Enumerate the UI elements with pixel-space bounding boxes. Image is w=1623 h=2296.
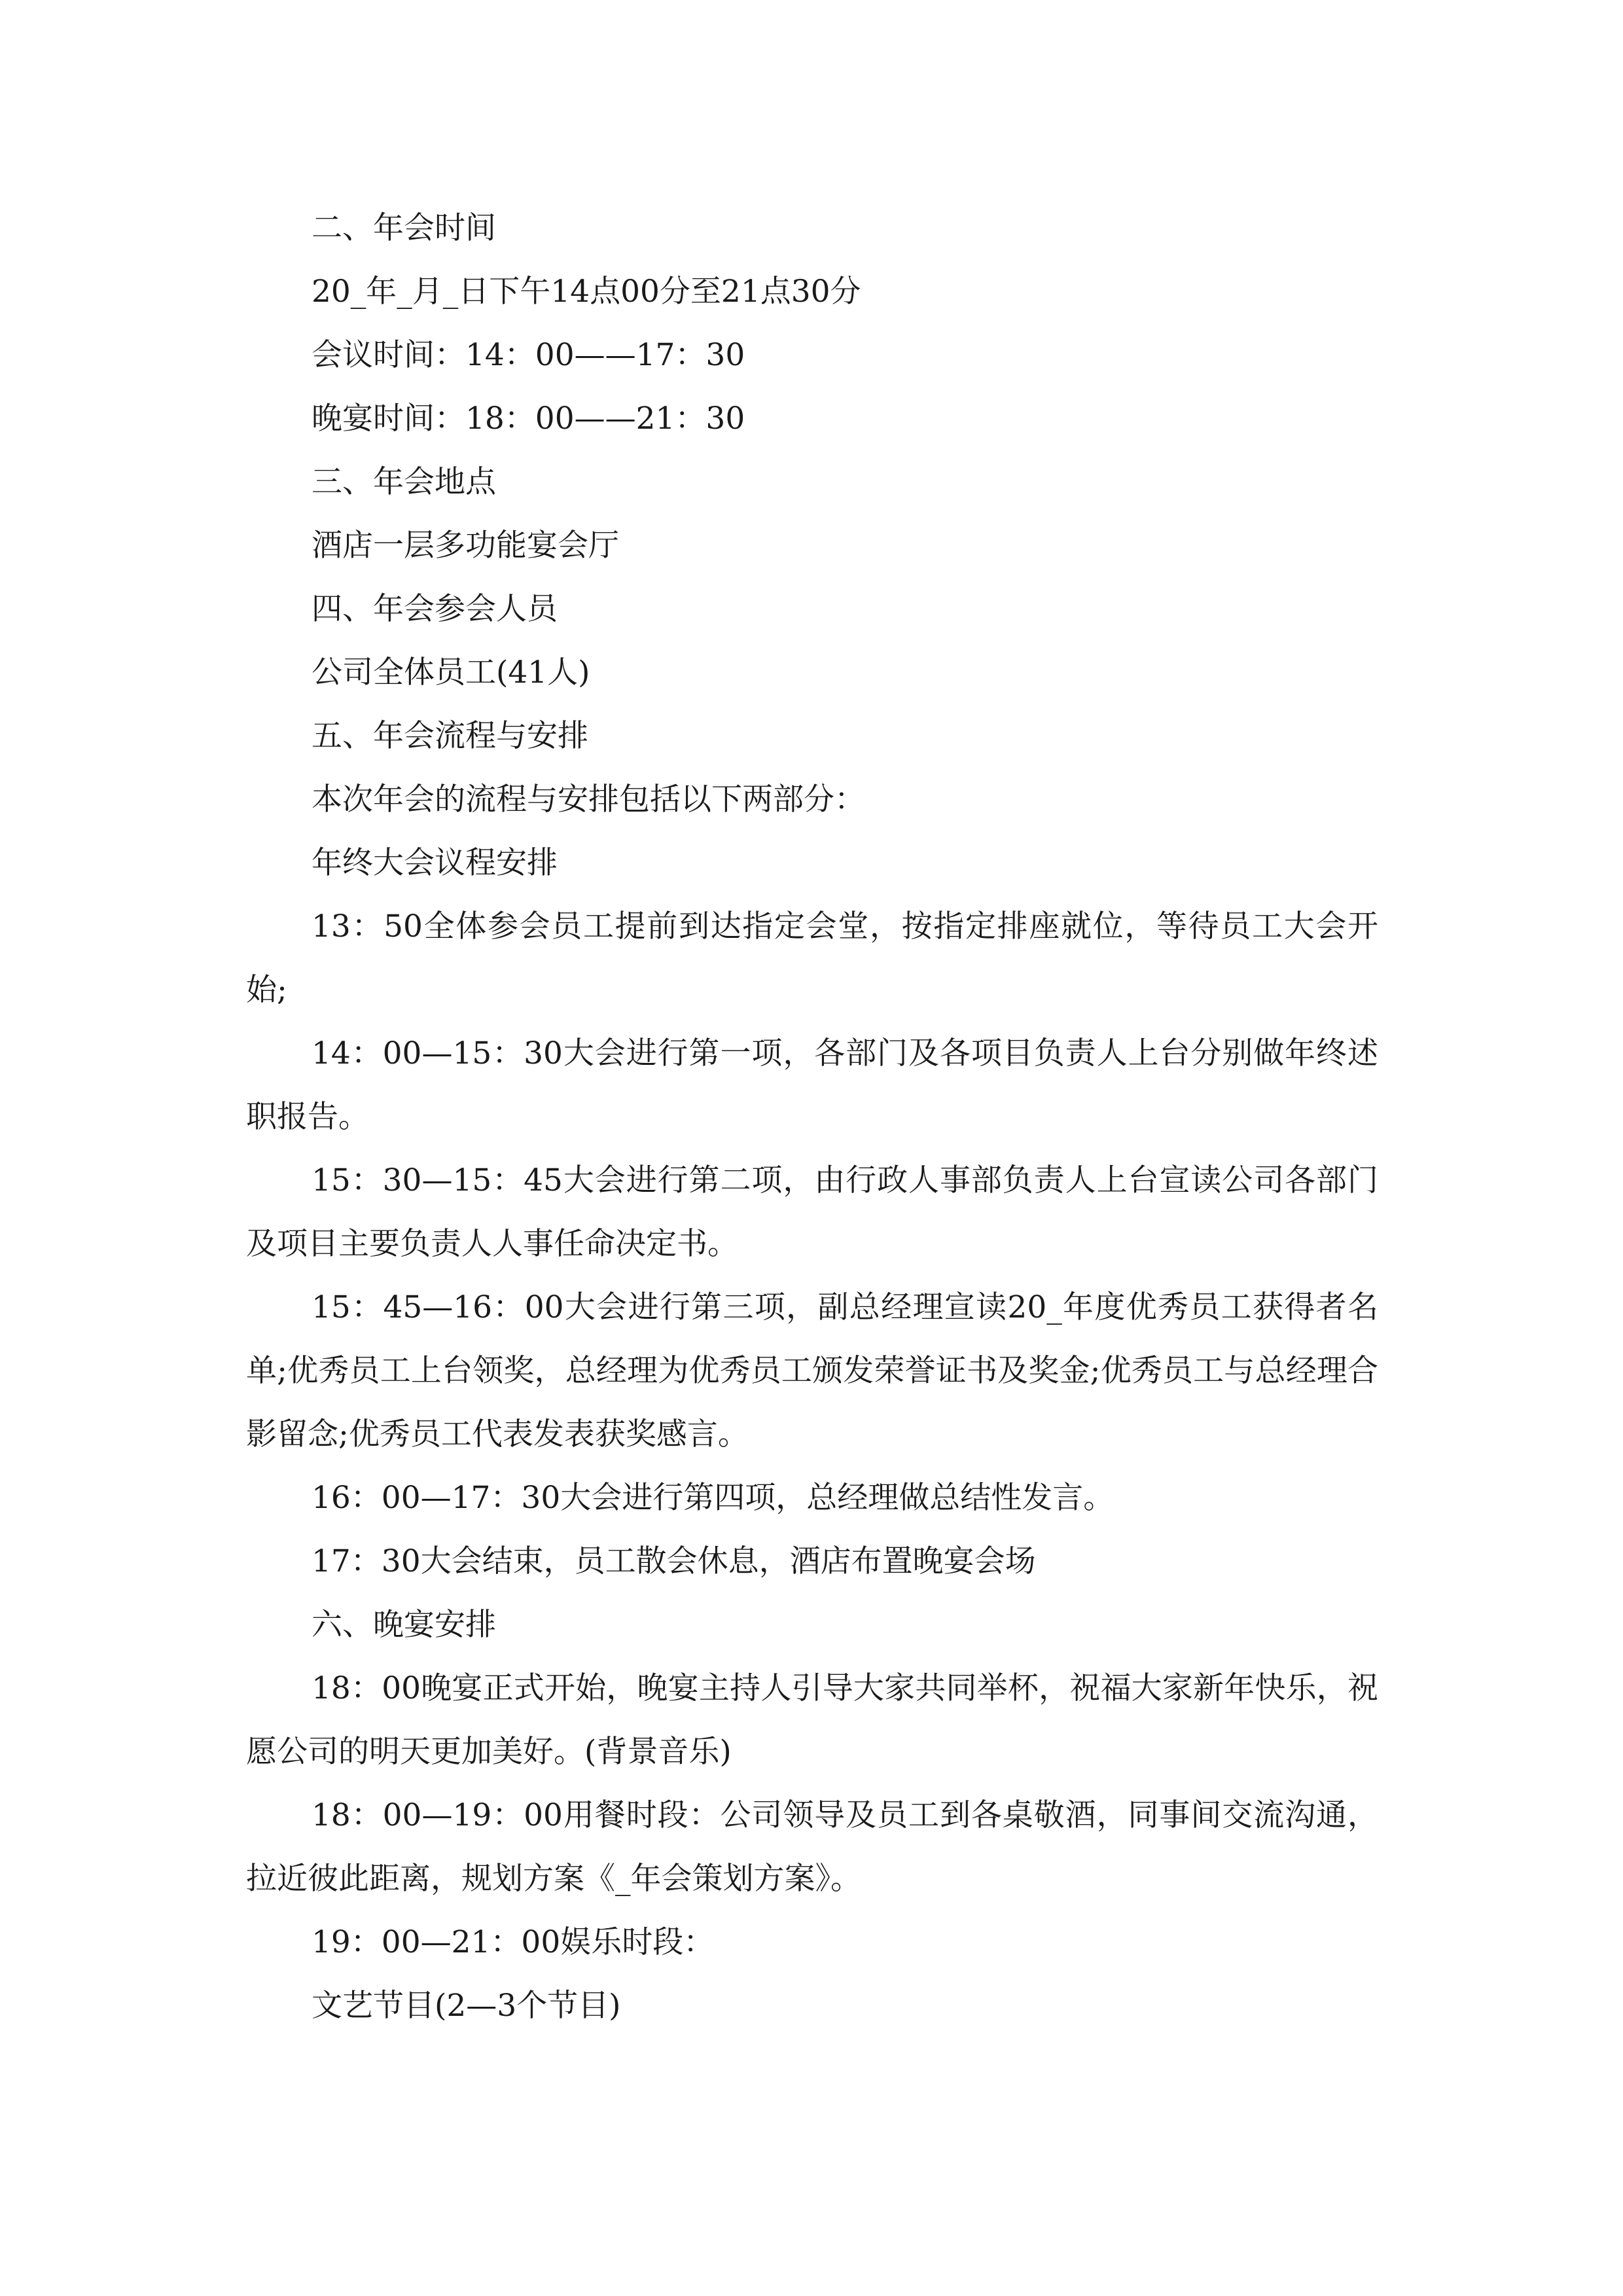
section-heading-time: 二、年会时间 <box>312 210 496 246</box>
section-heading-venue: 三、年会地点 <box>312 464 496 500</box>
paragraph-agenda-1545: 15：45—16：00大会进行第三项，副总经理宣读20_年度优秀员工获得者名单;优秀员工上台领奖，总经理为优秀员工颁发荣誉证书及奖金;优秀员工与总经理合影留念;优秀员工代表发表获奖感言。 <box>246 1289 1378 1452</box>
paragraph-banquet-time: 晚宴时间：18：00——21：30 <box>312 401 745 437</box>
paragraph-agenda-1730: 17：30大会结束，员工散会休息，酒店布置晚宴会场 <box>312 1543 1036 1579</box>
subheading-annual-meeting: 年终大会议程安排 <box>312 845 558 881</box>
section-heading-banquet: 六、晚宴安排 <box>312 1607 496 1643</box>
paragraph-banquet-dining: 18：00—19：00用餐时段：公司领导及员工到各桌敬酒，同事间交流沟通，拉近彼此距离，规划方案《_年会策划方案》。 <box>246 1797 1378 1897</box>
paragraph-agenda-1530: 15：30—15：45大会进行第二项，由行政人事部负责人上台宣读公司各部门及项目主要负责人人事任命决定书。 <box>246 1162 1378 1262</box>
paragraph-meeting-time: 会议时间：14：00——17：30 <box>312 337 745 373</box>
paragraph-banquet-entertainment: 19：00—21：00娱乐时段： <box>312 1924 715 1960</box>
paragraph-agenda-1350: 13：50全体参会员工提前到达指定会堂，按指定排座就位，等待员工大会开始; <box>246 908 1378 1008</box>
paragraph-banquet-1800: 18：00晚宴正式开始，晚宴主持人引导大家共同举杯，祝福大家新年快乐，祝愿公司的明天更加美好。(背景音乐) <box>246 1670 1378 1770</box>
paragraph-agenda-1600: 16：00—17：30大会进行第四项，总经理做总结性发言。 <box>312 1480 1115 1516</box>
document-body <box>246 196 1378 2037</box>
paragraph-agenda-intro: 本次年会的流程与安排包括以下两部分： <box>312 781 865 817</box>
paragraph-performances: 文艺节目(2—3个节目) <box>312 1988 621 2024</box>
section-heading-attendees: 四、年会参会人员 <box>312 591 558 627</box>
paragraph-venue: 酒店一层多功能宴会厅 <box>312 528 619 564</box>
paragraph-attendees: 公司全体员工(41人) <box>312 655 590 691</box>
paragraph-agenda-1400: 14：00—15：30大会进行第一项，各部门及各项目负责人上台分别做年终述职报告。 <box>246 1035 1378 1135</box>
paragraph-date: 20_年_月_日下午14点00分至21点30分 <box>312 274 861 310</box>
section-heading-agenda: 五、年会流程与安排 <box>312 718 588 754</box>
